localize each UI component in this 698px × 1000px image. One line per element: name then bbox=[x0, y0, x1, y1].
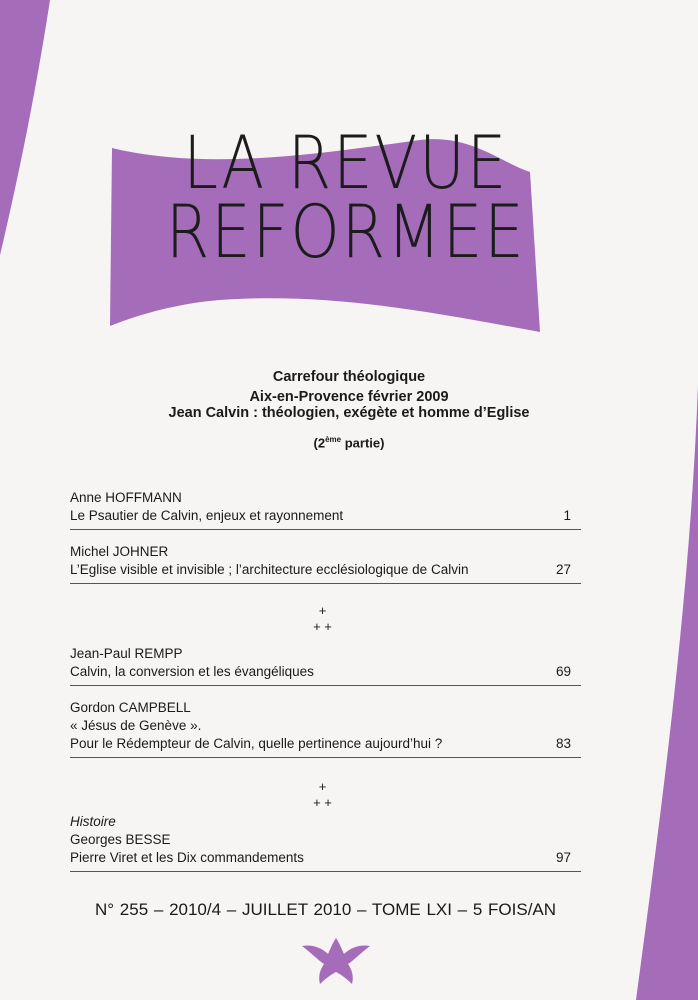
toc-entry-1 bbox=[70, 489, 581, 530]
subtitle-line-1: Carrefour théologique bbox=[272, 369, 426, 385]
dove-icon bbox=[300, 932, 372, 990]
toc-title: Pierre Viret et les Dix commandements bbox=[70, 850, 304, 865]
subtitle-line-3: Jean Calvin : théologien, exégète et homme d’Eglise bbox=[168, 405, 530, 421]
toc-author: Georges BESSE bbox=[70, 832, 171, 847]
issue-footer: N° 255 – 2010/4 – JUILLET 2010 – TOME LXI – 5 FOIS/AN bbox=[95, 900, 557, 919]
right-purple-band bbox=[636, 385, 698, 1000]
separator-1: + + + bbox=[313, 603, 332, 634]
title-line-1: LA REVUE bbox=[183, 121, 509, 206]
toc-page: 1 bbox=[563, 508, 571, 523]
toc-title: Pour le Rédempteur de Calvin, quelle pertinence aujourd’hui ? bbox=[70, 736, 443, 751]
toc-entry-2 bbox=[70, 543, 581, 584]
toc-author: Michel JOHNER bbox=[70, 544, 169, 559]
toc-entry-3 bbox=[70, 645, 581, 686]
toc-section: Histoire bbox=[70, 814, 116, 829]
title-line-2: REFORMEE bbox=[165, 190, 526, 275]
toc-title: Le Psautier de Calvin, enjeux et rayonnement bbox=[70, 508, 344, 523]
left-purple-band bbox=[0, 0, 50, 255]
toc-page: 69 bbox=[555, 664, 571, 679]
part-label: (2ème partie) bbox=[313, 435, 385, 451]
toc-entry-4 bbox=[70, 699, 581, 758]
separator-2: + + + bbox=[313, 779, 332, 810]
toc-title: Calvin, la conversion et les évangéliques bbox=[70, 664, 314, 679]
toc-title-line: « Jésus de Genève ». bbox=[70, 718, 202, 733]
toc-author: Anne HOFFMANN bbox=[70, 490, 182, 505]
toc-entry-5 bbox=[70, 813, 581, 872]
toc-page: 97 bbox=[555, 850, 571, 865]
toc-author: Gordon CAMPBELL bbox=[70, 700, 191, 715]
subtitle-line-2: Aix-en-Provence février 2009 bbox=[249, 389, 449, 405]
toc-author: Jean-Paul REMPP bbox=[70, 646, 183, 661]
toc-page: 83 bbox=[555, 736, 571, 751]
toc-page: 27 bbox=[555, 562, 571, 577]
toc-title: L’Eglise visible et invisible ; l’architecture ecclésiologique de Calvin bbox=[70, 562, 469, 577]
